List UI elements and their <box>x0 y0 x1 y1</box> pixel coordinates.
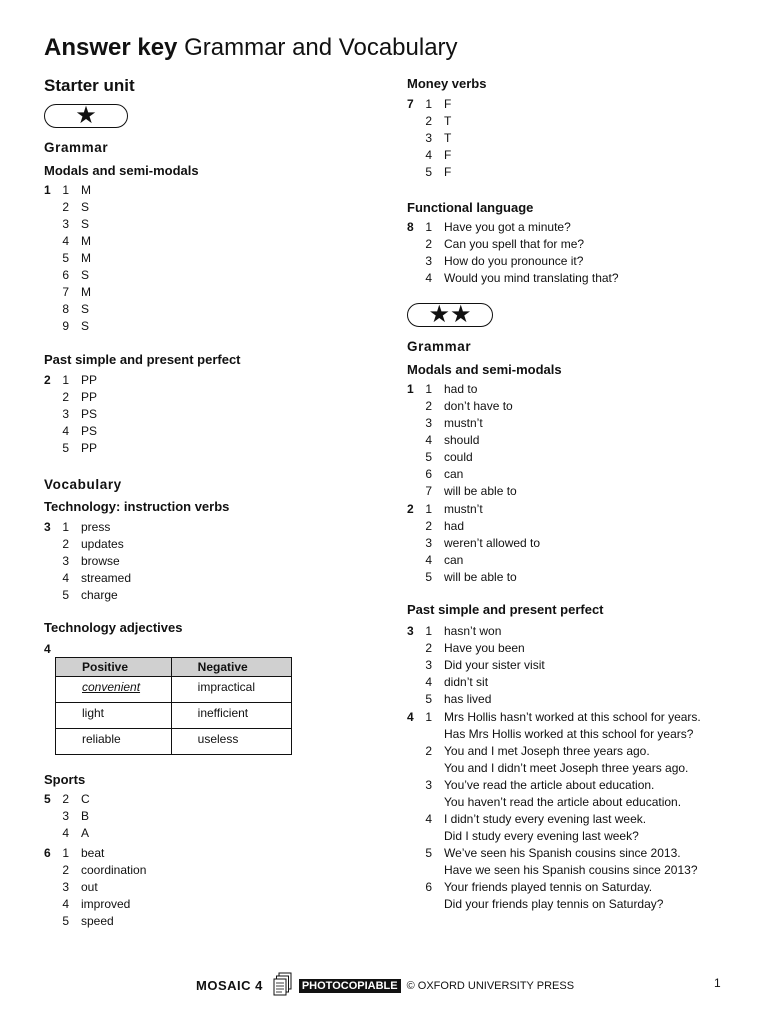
answer-row <box>407 674 747 691</box>
sports-heading: Sports <box>44 772 86 787</box>
item-number: 2 <box>62 200 69 214</box>
exercise-number: 6 <box>44 846 51 860</box>
item-number: 4 <box>62 897 69 911</box>
answer-row <box>407 828 747 845</box>
item-number: 3 <box>425 254 432 268</box>
answer-row <box>407 381 747 398</box>
answer-text: You’ve read the article about education. <box>444 778 655 792</box>
answer-text: browse <box>81 554 120 568</box>
exercise-number: 2 <box>44 373 51 387</box>
answer-row <box>44 913 344 930</box>
item-number: 6 <box>62 268 69 282</box>
grammar-heading-2: Grammar <box>407 339 472 354</box>
answer-text: improved <box>81 897 131 911</box>
exercise-3-list <box>44 519 344 604</box>
answer-row <box>407 466 747 483</box>
answer-row <box>44 267 344 284</box>
item-number: 2 <box>425 237 432 251</box>
answer-text: will be able to <box>444 570 517 584</box>
answer-row <box>44 406 344 423</box>
modals-heading: Modals and semi-modals <box>44 163 199 178</box>
answer-text: press <box>81 520 111 534</box>
answer-text: Mrs Hollis hasn’t worked at this school for years. <box>444 710 701 724</box>
photocopiable-badge: PHOTOCOPIABLE <box>299 979 401 993</box>
answer-row <box>407 535 747 552</box>
answer-row <box>407 709 747 726</box>
answer-text: PP <box>81 373 98 387</box>
answer-row <box>407 219 747 236</box>
answer-text: hasn’t won <box>444 624 502 638</box>
answer-text: mustn’t <box>444 502 483 516</box>
answer-text: had to <box>444 382 478 396</box>
exercise-8-list <box>407 219 747 287</box>
answer-text: Have you got a minute? <box>444 220 571 234</box>
answer-row <box>407 147 747 164</box>
answer-row <box>407 862 747 879</box>
answer-text: Did your friends play tennis on Saturday? <box>444 897 664 911</box>
exercise-1-list <box>44 182 344 335</box>
item-number: 2 <box>62 792 69 806</box>
answer-row <box>407 777 747 794</box>
exercise-4b-list <box>407 709 747 913</box>
past-simple-heading: Past simple and present perfect <box>44 352 241 367</box>
answer-row <box>44 199 344 216</box>
grammar-heading: Grammar <box>44 140 109 155</box>
answer-text: T <box>444 114 452 128</box>
answer-text: streamed <box>81 571 132 585</box>
answer-row <box>44 879 344 896</box>
answer-row <box>407 449 747 466</box>
answer-row <box>407 794 747 811</box>
answer-row <box>44 389 344 406</box>
item-number: 5 <box>62 441 69 455</box>
answer-text: S <box>81 319 90 333</box>
answer-text: Your friends played tennis on Saturday. <box>444 880 653 894</box>
exercise-number: 7 <box>407 97 414 111</box>
answer-row <box>407 432 747 449</box>
item-number: 6 <box>425 467 432 481</box>
answer-row <box>407 760 747 777</box>
exercise-number: 5 <box>44 792 51 806</box>
answer-text: didn’t sit <box>444 675 489 689</box>
table-header-negative: Negative <box>171 658 291 677</box>
exercise-number: 2 <box>407 502 414 516</box>
item-number: 8 <box>62 302 69 316</box>
answer-text: S <box>81 200 90 214</box>
item-number: 5 <box>425 846 432 860</box>
exercise-3b-list <box>407 623 747 708</box>
exercise-number: 3 <box>407 624 414 638</box>
answer-text: S <box>81 217 90 231</box>
adjectives-table <box>55 657 292 755</box>
item-number: 4 <box>62 571 69 585</box>
item-number: 5 <box>425 570 432 584</box>
exercise-2-list <box>44 372 344 457</box>
table-row <box>56 729 292 755</box>
answer-text: Have you been <box>444 641 525 655</box>
item-number: 2 <box>62 390 69 404</box>
answer-text: We’ve seen his Spanish cousins since 2013. <box>444 846 681 860</box>
table-header-positive: Positive <box>56 658 172 677</box>
item-number: 3 <box>425 536 432 550</box>
title-bold: Answer key <box>44 34 178 61</box>
exercise-2b-list <box>407 501 747 586</box>
answer-text: How do you pronounce it? <box>444 254 584 268</box>
answer-text: M <box>81 183 91 197</box>
footer <box>196 972 574 999</box>
answer-text: PS <box>81 424 98 438</box>
answer-row <box>407 623 747 640</box>
answer-text: Did I study every evening last week? <box>444 829 639 843</box>
answer-row <box>407 415 747 432</box>
table-cell: useless <box>171 729 291 755</box>
exercise-number: 4 <box>407 710 414 724</box>
answer-row <box>407 483 747 500</box>
answer-row <box>44 536 344 553</box>
item-number: 3 <box>62 407 69 421</box>
item-number: 3 <box>425 131 432 145</box>
item-number: 3 <box>62 217 69 231</box>
item-number: 2 <box>425 519 432 533</box>
answer-text: Would you mind translating that? <box>444 271 619 285</box>
answer-text: had <box>444 519 465 533</box>
item-number: 7 <box>425 484 432 498</box>
answer-text: PS <box>81 407 98 421</box>
publisher-text: © OXFORD UNIVERSITY PRESS <box>406 979 575 992</box>
item-number: 9 <box>62 319 69 333</box>
answer-text: can <box>444 553 464 567</box>
answer-text: PP <box>81 390 98 404</box>
item-number: 5 <box>425 165 432 179</box>
answer-row <box>407 879 747 896</box>
answer-row <box>44 553 344 570</box>
answer-row <box>407 691 747 708</box>
item-number: 3 <box>425 778 432 792</box>
table-cell: light <box>56 703 172 729</box>
item-number: 1 <box>62 373 69 387</box>
answer-text: Did your sister visit <box>444 658 545 672</box>
answer-text: PP <box>81 441 98 455</box>
exercise-6-list <box>44 845 344 930</box>
item-number: 2 <box>425 399 432 413</box>
answer-row <box>44 825 344 842</box>
answer-text: T <box>444 131 452 145</box>
item-number: 7 <box>62 285 69 299</box>
item-number: 4 <box>425 553 432 567</box>
exercise-number: 1 <box>407 382 414 396</box>
answer-text: mustn’t <box>444 416 483 430</box>
answer-row <box>407 640 747 657</box>
functional-language-heading: Functional language <box>407 200 534 215</box>
answer-text: Have we seen his Spanish cousins since 2013? <box>444 863 698 877</box>
answer-row <box>44 862 344 879</box>
answer-text: M <box>81 234 91 248</box>
answer-row <box>44 250 344 267</box>
item-number: 2 <box>62 863 69 877</box>
answer-text: S <box>81 268 90 282</box>
table-row <box>56 703 292 729</box>
item-number: 5 <box>62 588 69 602</box>
item-number: 1 <box>425 502 432 516</box>
answer-row <box>44 587 344 604</box>
item-number: 6 <box>425 880 432 894</box>
answer-row <box>44 233 344 250</box>
answer-row <box>407 743 747 760</box>
tech-verbs-heading: Technology: instruction verbs <box>44 499 230 514</box>
table-cell: convenient <box>56 677 172 703</box>
answer-row <box>44 440 344 457</box>
answer-row <box>44 182 344 199</box>
answer-row <box>407 253 747 270</box>
answer-row <box>407 845 747 862</box>
answer-text: I didn’t study every evening last week. <box>444 812 647 826</box>
money-verbs-heading: Money verbs <box>407 76 487 91</box>
answer-row <box>407 552 747 569</box>
answer-text: out <box>81 880 98 894</box>
tech-adjectives-heading: Technology adjectives <box>44 620 183 635</box>
item-number: 1 <box>62 183 69 197</box>
item-number: 3 <box>62 554 69 568</box>
item-number: 2 <box>425 114 432 128</box>
answer-row <box>44 791 344 808</box>
page-title <box>44 34 458 62</box>
answer-row <box>44 372 344 389</box>
answer-text: C <box>81 792 90 806</box>
exercise-number: 8 <box>407 220 414 234</box>
answer-text: You and I didn’t meet Joseph three years ago. <box>444 761 689 775</box>
table-cell: reliable <box>56 729 172 755</box>
answer-text: coordination <box>81 863 147 877</box>
answer-text: don’t have to <box>444 399 513 413</box>
item-number: 5 <box>425 450 432 464</box>
answer-text: charge <box>81 588 118 602</box>
exercise-4-number: 4 <box>44 642 51 656</box>
answer-row <box>44 318 344 335</box>
answer-text: You haven’t read the article about education. <box>444 795 682 809</box>
modals-heading-2: Modals and semi-modals <box>407 362 562 377</box>
item-number: 5 <box>425 692 432 706</box>
answer-row <box>44 216 344 233</box>
answer-text: F <box>444 148 452 162</box>
answer-row <box>407 726 747 743</box>
level-one-star-icon: ★ <box>44 104 128 128</box>
item-number: 3 <box>425 658 432 672</box>
title-rest: Grammar and Vocabulary <box>177 34 458 61</box>
photocopy-icon <box>273 972 293 999</box>
item-number: 4 <box>62 234 69 248</box>
answer-text: should <box>444 433 480 447</box>
item-number: 4 <box>425 812 432 826</box>
answer-text: will be able to <box>444 484 517 498</box>
answer-row <box>407 270 747 287</box>
answer-text: You and I met Joseph three years ago. <box>444 744 650 758</box>
answer-row <box>407 164 747 181</box>
item-number: 1 <box>425 382 432 396</box>
item-number: 4 <box>62 424 69 438</box>
answer-row <box>44 808 344 825</box>
answer-text: F <box>444 165 452 179</box>
answer-row <box>407 569 747 586</box>
answer-text: could <box>444 450 473 464</box>
item-number: 3 <box>62 880 69 894</box>
table-row <box>56 677 292 703</box>
answer-text: can <box>444 467 464 481</box>
item-number: 1 <box>62 520 69 534</box>
vocabulary-heading: Vocabulary <box>44 477 122 492</box>
answer-row <box>407 811 747 828</box>
exercise-1b-list <box>407 381 747 500</box>
item-number: 4 <box>425 675 432 689</box>
item-number: 2 <box>425 744 432 758</box>
item-number: 3 <box>62 809 69 823</box>
answer-text: has lived <box>444 692 492 706</box>
answer-text: beat <box>81 846 105 860</box>
answer-row <box>407 130 747 147</box>
past-simple-heading-2: Past simple and present perfect <box>407 602 604 617</box>
exercise-5-list <box>44 791 344 842</box>
item-number: 1 <box>425 97 432 111</box>
level-two-stars-icon: ★★ <box>407 303 493 327</box>
item-number: 1 <box>425 710 432 724</box>
exercise-number: 3 <box>44 520 51 534</box>
answer-text: B <box>81 809 90 823</box>
item-number: 3 <box>425 416 432 430</box>
answer-text: F <box>444 97 452 111</box>
footer-brand: MOSAIC 4 <box>196 978 263 993</box>
answer-text: Has Mrs Hollis worked at this school for years? <box>444 727 694 741</box>
answer-row <box>44 284 344 301</box>
item-number: 1 <box>425 624 432 638</box>
exercise-number: 1 <box>44 183 51 197</box>
answer-text: M <box>81 251 91 265</box>
item-number: 4 <box>425 433 432 447</box>
item-number: 4 <box>62 826 69 840</box>
answer-row <box>44 896 344 913</box>
answer-row <box>407 113 747 130</box>
item-number: 4 <box>425 271 432 285</box>
page-number: 1 <box>714 976 721 990</box>
answer-row <box>407 896 747 913</box>
answer-row <box>44 301 344 318</box>
exercise-7-list <box>407 96 747 181</box>
item-number: 2 <box>425 641 432 655</box>
answer-row <box>44 423 344 440</box>
item-number: 4 <box>425 148 432 162</box>
item-number: 2 <box>62 537 69 551</box>
item-number: 1 <box>425 220 432 234</box>
answer-row <box>407 96 747 113</box>
answer-text: weren’t allowed to <box>444 536 541 550</box>
answer-text: A <box>81 826 90 840</box>
answer-row <box>407 657 747 674</box>
answer-text: updates <box>81 537 124 551</box>
answer-row <box>44 845 344 862</box>
answer-text: Can you spell that for me? <box>444 237 585 251</box>
answer-text: M <box>81 285 91 299</box>
answer-row <box>44 570 344 587</box>
item-number: 5 <box>62 914 69 928</box>
answer-text: S <box>81 302 90 316</box>
item-number: 5 <box>62 251 69 265</box>
table-cell: impractical <box>171 677 291 703</box>
unit-heading: Starter unit <box>44 76 135 95</box>
table-cell: inefficient <box>171 703 291 729</box>
answer-row <box>407 518 747 535</box>
answer-row <box>44 519 344 536</box>
answer-row <box>407 236 747 253</box>
answer-row <box>407 398 747 415</box>
answer-row <box>407 501 747 518</box>
answer-text: speed <box>81 914 114 928</box>
item-number: 1 <box>62 846 69 860</box>
